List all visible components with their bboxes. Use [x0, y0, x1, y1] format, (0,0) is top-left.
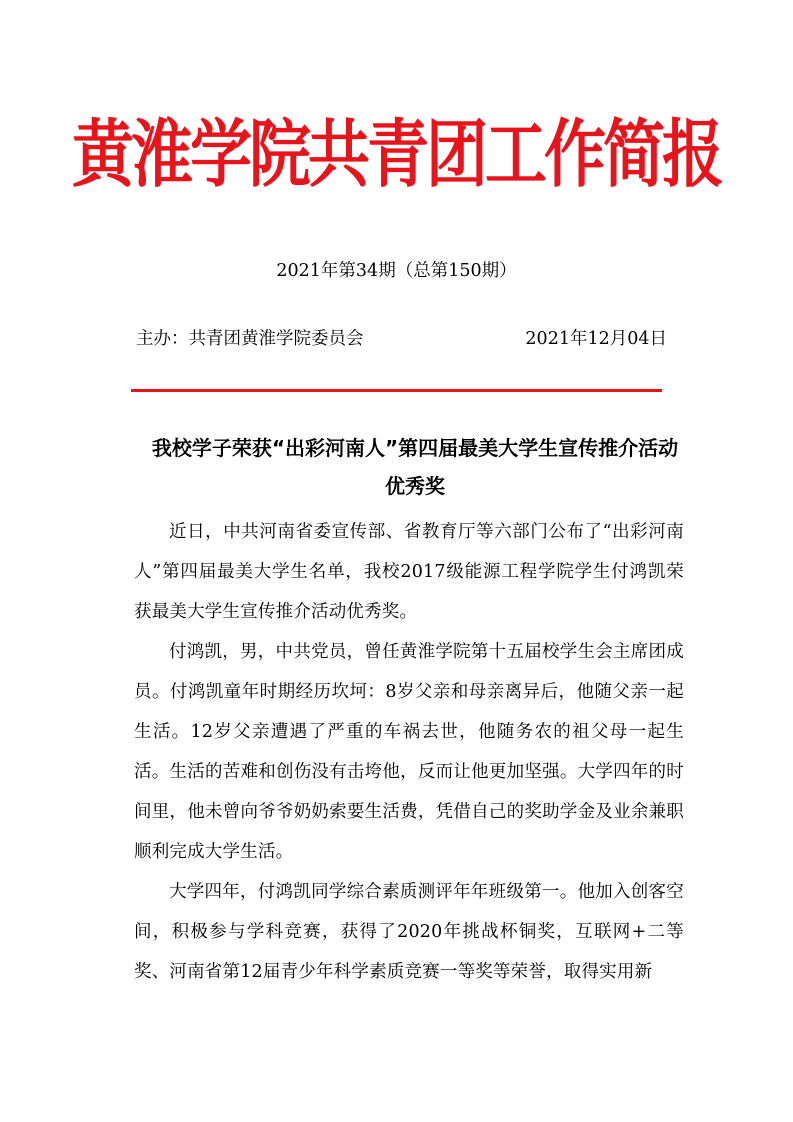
article-body — [134, 512, 684, 992]
article-headline: 我校学子荣获“出彩河南人”第四届最美大学生宣传推介活动优秀奖 — [151, 436, 679, 498]
publication-date: 2021年12月04日 — [525, 329, 667, 349]
issue-number: 2021年第34期（总第150期） — [276, 261, 517, 281]
header-divider — [131, 389, 662, 392]
bulletin-masthead: 黄淮学院共青团工作简报 — [71, 110, 721, 198]
article-paragraph: 近日，中共河南省委宣传部、省教育厅等六部门公布了“出彩河南人”第四届最美大学生名单，我校2017级能源工程学院学生付鸿凯荣获最美大学生宣传推介活动优秀奖。 — [134, 522, 684, 622]
sponsor-line: 主办：共青团黄淮学院委员会 — [136, 329, 364, 349]
article-paragraph: 付鸿凯，男，中共党员，曾任黄淮学院第十五届校学生会主席团成员。付鸿凯童年时期经历坎坷：8岁父亲和母亲离异后，他随父亲一起生活。12岁父亲遭遇了严重的车祸去世，他随务农的祖父母一起生活。生活的苦难和创伤没有击垮他，反而让他更加坚强。大学四年的时间里，他未曾向爷爷奶奶索要生活费，凭借自己的奖助学金及业余兼职顺利完成大学生活。 — [134, 642, 684, 862]
article-paragraph: 大学四年，付鸿凯同学综合素质测评年年班级第一。他加入创客空间，积极参与学科竞赛，获得了2020年挑战杯铜奖，互联网+二等奖、河南省第12届青少年科学素质竞赛一等奖等荣誉，取得实用新 — [134, 882, 684, 982]
